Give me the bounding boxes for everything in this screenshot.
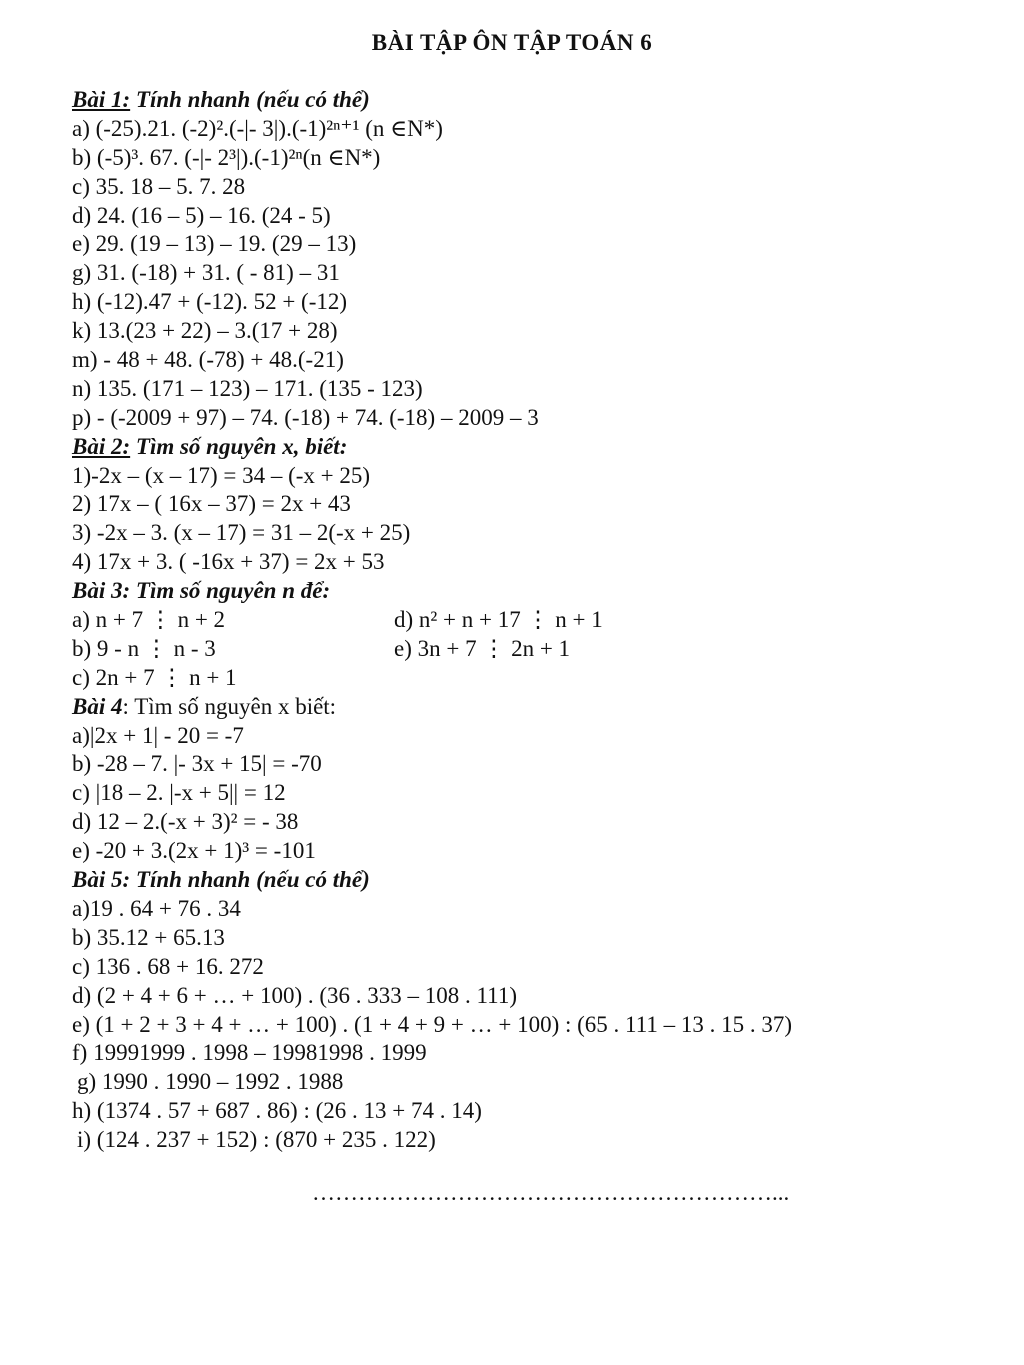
bai5-item: h) (1374 . 57 + 687 . 86) : (26 . 13 + 74 . 14)	[72, 1098, 482, 1124]
bai1-item: k) 13.(23 + 22) – 3.(17 + 28)	[72, 318, 338, 344]
bai3-item-d: d) n² + n + 17 ⋮ n + 1	[394, 607, 603, 633]
worksheet-content	[72, 86, 972, 1155]
bai2-item: 2) 17x – ( 16x – 37) = 2x + 43	[72, 491, 351, 517]
bai4-item: c) |18 – 2. |-x + 5|| = 12	[72, 780, 286, 806]
bai1-item: m) - 48 + 48. (-78) + 48.(-21)	[72, 347, 344, 373]
bai1-item: a) (-25).21. (-2)².(-|- 3|).(-1)²ⁿ⁺¹ (n ∈N*)	[72, 115, 443, 141]
bai2-label: Bài 2:	[72, 433, 131, 459]
bai5-item: a)19 . 64 + 76 . 34	[72, 895, 241, 921]
bai5-item: c) 136 . 68 + 16. 272	[72, 953, 264, 979]
bai3-row	[72, 664, 972, 693]
bai1-item: b) (-5)³. 67. (-|- 2³|).(-1)²ⁿ(n ∈N*)	[72, 144, 381, 170]
bai1-item: p) - (-2009 + 97) – 74. (-18) + 74. (-18) – 2009 – 3	[72, 404, 539, 430]
bai4-item: e) -20 + 3.(2x + 1)³ = -101	[72, 838, 316, 864]
bai3-item-b: b) 9 - n ⋮ n - 3	[72, 635, 216, 661]
bai4-item: b) -28 – 7. |- 3x + 15| = -70	[72, 751, 322, 777]
bai5-item: f) 19991999 . 1998 – 19981998 . 1999	[72, 1040, 427, 1066]
bai3-row	[72, 635, 972, 664]
bai1-heading-text: Tính nhanh (nếu có thể)	[130, 87, 370, 112]
bai1-item: g) 31. (-18) + 31. ( - 81) – 31	[72, 260, 340, 286]
bai1-item: d) 24. (16 – 5) – 16. (24 - 5)	[72, 202, 331, 228]
bai5-item: g) 1990 . 1990 – 1992 . 1988	[77, 1069, 344, 1095]
bai4-heading	[72, 693, 972, 722]
bai3-item-e: e) 3n + 7 ⋮ 2n + 1	[394, 635, 571, 661]
bai2-heading-text: Tìm số nguyên x, biết:	[130, 433, 348, 459]
bai1-heading	[72, 86, 972, 115]
bai1-item: e) 29. (19 – 13) – 19. (29 – 13)	[72, 231, 357, 257]
bai4-heading-text: : Tìm số nguyên x biết:	[122, 693, 337, 719]
bai2-item: 4) 17x + 3. ( -16x + 37) = 2x + 53	[72, 549, 385, 575]
bai4-label: Bài 4	[72, 693, 123, 719]
bai2-heading	[72, 433, 972, 462]
bai1-item: h) (-12).47 + (-12). 52 + (-12)	[72, 289, 348, 315]
bai1-item: c) 35. 18 – 5. 7. 28	[72, 173, 246, 199]
bai2-item: 1)-2x – (x – 17) = 34 – (-x + 25)	[72, 462, 371, 488]
bai5-item: b) 35.12 + 65.13	[72, 924, 225, 950]
bai1-item: n) 135. (171 – 123) – 171. (135 - 123)	[72, 375, 423, 401]
bai4-item: a)|2x + 1| - 20 = -7	[72, 722, 244, 748]
page-title: BÀI TẬP ÔN TẬP TOÁN 6	[371, 30, 653, 55]
bai5-heading: Bài 5: Tính nhanh (nếu có thể)	[72, 867, 370, 893]
bai3-heading: Bài 3: Tìm số nguyên n để:	[72, 578, 331, 604]
bai2-item: 3) -2x – 3. (x – 17) = 31 – 2(-x + 25)	[72, 520, 411, 546]
bai3-row	[72, 606, 972, 635]
bai5-item: e) (1 + 2 + 3 + 4 + … + 100) . (1 + 4 + 9 + … + 100) : (65 . 111 – 13 . 15 . 37)	[72, 1011, 792, 1037]
bai5-item: d) (2 + 4 + 6 + … + 100) . (36 . 333 – 108 . 111)	[72, 982, 517, 1008]
bai3-item-c: c) 2n + 7 ⋮ n + 1	[72, 664, 237, 690]
footer-dotted-line: ……………………………………………………...	[312, 1180, 790, 1205]
bai3-item-a: a) n + 7 ⋮ n + 2	[72, 607, 226, 633]
bai4-item: d) 12 – 2.(-x + 3)² = - 38	[72, 809, 299, 835]
bai5-item: i) (124 . 237 + 152) : (870 + 235 . 122)	[77, 1127, 436, 1153]
bai1-label: Bài 1:	[72, 87, 131, 112]
